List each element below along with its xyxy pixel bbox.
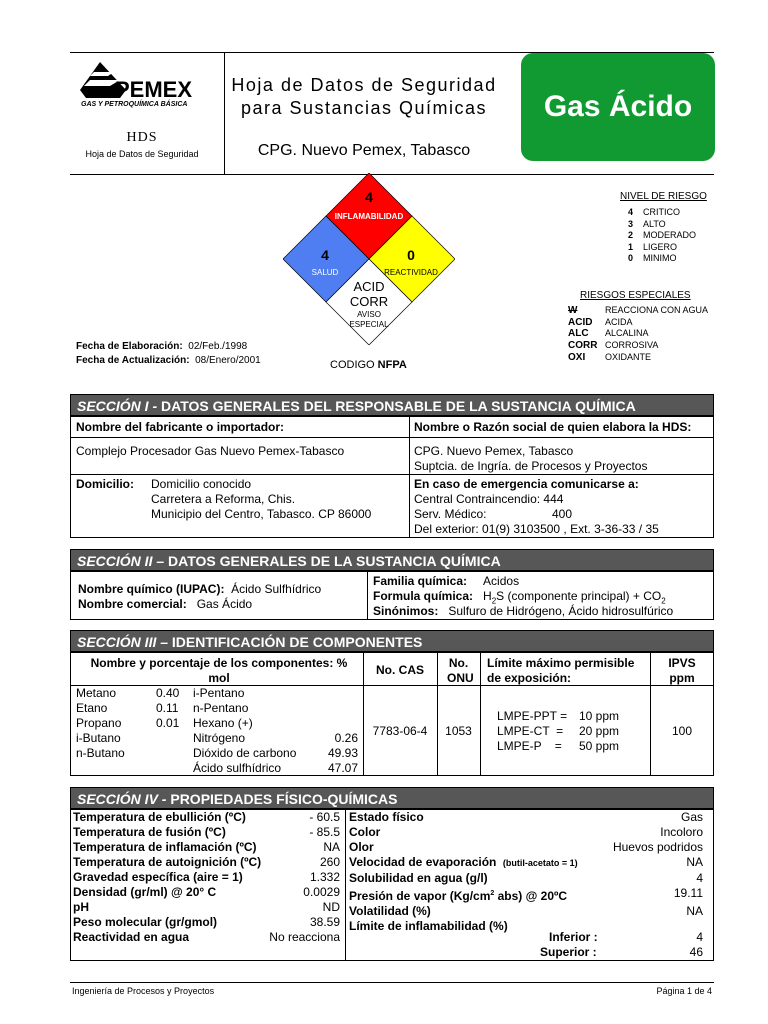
component-row <box>193 686 358 701</box>
special-risk-code: CORR <box>568 340 598 352</box>
property-row <box>349 886 703 904</box>
component-name: i-Butano <box>76 731 121 745</box>
chemical-family <box>373 574 519 589</box>
property-row <box>73 915 340 930</box>
component-percent: 49.93 <box>327 746 358 760</box>
emergency-line-2 <box>414 507 710 522</box>
component-row <box>76 701 186 716</box>
property-name: Peso molecular (gr/gmol) <box>73 915 218 929</box>
property-row <box>73 870 340 885</box>
component-name: Ácido sulfhídrico <box>193 761 282 775</box>
component-percent: 0.40 <box>156 686 180 700</box>
property-value: 4 <box>696 871 703 885</box>
risk-level-label: CRITICO <box>643 207 680 217</box>
exposure-limit-value: 10 ppm <box>579 709 620 723</box>
exposure-limit-key: LMPE-P = <box>497 739 562 753</box>
manufacturer-value: Complejo Procesador Gas Nuevo Pemex-Tabasco <box>76 444 345 458</box>
formula-label: Formula química: <box>373 589 474 603</box>
nfpa-code-bold: NFPA <box>377 359 407 371</box>
property-value: No reacciona <box>269 930 340 944</box>
component-row <box>193 761 358 776</box>
section-1-vdivider <box>409 416 410 538</box>
risk-level-number: 2 <box>628 230 634 240</box>
section-3-header <box>70 630 714 652</box>
property-value: 19.11 <box>673 886 703 900</box>
section-2-header <box>70 549 714 571</box>
family-value: Acidos <box>483 574 520 588</box>
special-risk-code: ACID <box>568 316 593 328</box>
nfpa-health-value: 4 <box>321 247 329 263</box>
section-3-col-divider-3 <box>480 652 481 776</box>
risk-level-number: 3 <box>628 218 634 229</box>
section-2-vdivider <box>367 571 368 620</box>
author-line-1: CPG. Nuevo Pemex, Tabasco <box>414 444 574 458</box>
property-name: Color <box>349 825 381 839</box>
commercial-name <box>78 597 252 612</box>
flammability-upper-label: Superior : <box>540 945 597 959</box>
risk-level-item <box>628 253 728 265</box>
risk-level-item <box>628 242 728 254</box>
emergency-line-2-label: Serv. Médico: <box>414 507 487 521</box>
cas-col-header: No. CAS <box>376 663 424 677</box>
property-row <box>73 840 340 855</box>
property-name: Estado físico <box>349 810 424 824</box>
flammability-upper-value: 46 <box>689 945 703 959</box>
components-list-right <box>193 686 358 776</box>
property-name: Presión de vapor ($Kg/cm^2$ abs) @ 20ºC <box>349 889 568 903</box>
manufacturer-label: Nombre del fabricante o importador: <box>76 420 285 434</box>
nfpa-health-label: SALUD <box>311 268 339 277</box>
component-name: Etano <box>76 701 108 715</box>
property-row <box>73 855 340 870</box>
flammability-limits <box>349 930 703 960</box>
component-name: Dióxido de carbono <box>193 746 297 760</box>
date-update-label: Fecha de Actualización: <box>76 355 190 366</box>
property-value: NA <box>686 904 703 918</box>
nfpa-special-value <box>344 279 394 309</box>
plant-location: CPG. Nuevo Pemex, Tabasco <box>257 142 471 159</box>
property-name: Reactividad en agua <box>73 930 190 944</box>
emergency-line-2-value: 400 <box>552 507 573 521</box>
nfpa-special-label: AVISO ESPECIAL <box>349 310 389 329</box>
emergency-line-3: Del exterior: 01(9) 3103500 , Ext. 3-36-33 / 35 <box>414 522 659 536</box>
special-risk-label: CORROSIVA <box>605 340 659 351</box>
component-name: i-Pentano <box>193 686 245 700</box>
commercial-value: Gas Ácido <box>196 597 253 611</box>
footer-rule <box>70 982 714 983</box>
address-line-1: Domicilio conocido <box>151 477 252 491</box>
property-value: Incoloro <box>660 825 703 839</box>
property-row <box>349 855 703 871</box>
emergency-block <box>414 477 710 537</box>
hds-label: HDS <box>126 130 158 145</box>
special-risk-label: OXIDANTE <box>605 351 652 362</box>
risk-level-number: 0 <box>628 253 634 263</box>
special-risks-title: RIESGOS ESPECIALES <box>580 290 691 301</box>
header-divider <box>224 52 225 174</box>
component-name: n-Butano <box>76 746 125 760</box>
author-value <box>414 444 647 474</box>
flammability-lower-value: 4 <box>696 930 703 944</box>
special-risk-code: W <box>568 305 578 316</box>
property-name: Solubilidad en agua (g/l) <box>349 871 488 885</box>
component-row <box>76 716 186 731</box>
components-list-left <box>76 686 186 761</box>
property-value: NA <box>686 855 703 869</box>
ipvs-col-header: IPVS ppm <box>668 656 696 685</box>
synonyms-label: Sinónimos: <box>373 604 439 618</box>
nfpa-diamond <box>283 173 455 345</box>
property-value: ND <box>322 900 340 914</box>
logo-wordmark: PEMEX <box>115 77 193 102</box>
property-row <box>73 810 340 825</box>
author-label: Nombre o Razón social de quien elabora la HDS: <box>414 420 692 434</box>
property-value: Gas <box>680 810 703 824</box>
onu-col-header: No. ONU <box>447 656 474 685</box>
risk-level-number: 4 <box>628 207 634 217</box>
emergency-line-1: Central Contraincendio: 444 <box>414 492 564 506</box>
risk-level-list <box>628 207 728 265</box>
exposure-limit-key: LMPE-PPT = <box>497 709 568 723</box>
property-name: Velocidad de evaporación (butil-acetato = 1) <box>349 855 578 869</box>
special-risk-item <box>568 305 718 317</box>
document-title <box>226 74 502 120</box>
component-row <box>76 731 186 746</box>
component-name: Hexano (+) <box>193 716 253 730</box>
date-elaboration-value: 02/Feb./1998 <box>188 341 248 352</box>
iupac-value: Ácido Sulfhídrico <box>231 582 322 596</box>
property-value: - 60.5 <box>309 810 340 824</box>
dates-block <box>76 340 261 368</box>
special-risk-item <box>568 328 718 340</box>
property-row <box>349 904 703 919</box>
property-name: Densidad (gr/ml) @ 20° C <box>73 885 217 899</box>
property-value: 0.0029 <box>303 885 340 899</box>
section-2-number: SECCIÓN II – <box>77 553 165 569</box>
flammability-lower <box>349 930 703 945</box>
section-4-vdivider <box>345 809 346 961</box>
date-elaboration <box>76 340 261 354</box>
section-4-number: SECCIÓN IV - <box>77 791 167 807</box>
exposure-limit-value: 50 ppm <box>579 739 620 753</box>
formula-value: $H_2S$ (componente principal) + $CO_2$ <box>483 589 666 606</box>
component-name: Metano <box>76 686 117 700</box>
property-name: Temperatura de autoignición (ºC) <box>73 855 262 869</box>
emergency-label: En caso de emergencia comunicarse a: <box>414 477 639 491</box>
section-1-number: SECCIÓN I - <box>77 398 158 414</box>
special-risk-label: REACCIONA CON AGUA <box>605 305 709 315</box>
components-col-header: Nombre y porcentaje de los componentes: % mol <box>90 656 348 685</box>
nfpa-flammability-label: INFLAMABILIDAD <box>334 212 404 221</box>
special-risks-list <box>568 305 718 364</box>
address-value <box>151 477 371 522</box>
synonyms-value: Sulfuro de Hidrógeno, Ácido hidrosulfúrico <box>448 604 674 618</box>
property-name: Temperatura de fusión (ºC) <box>73 825 226 839</box>
special-risk-label: ACIDA <box>605 316 633 327</box>
nfpa-reactivity-label: REACTIVIDAD <box>384 268 438 277</box>
property-value: 38.59 <box>309 915 340 929</box>
risk-level-item <box>628 207 728 219</box>
risk-level-label: MODERADO <box>643 230 697 240</box>
property-row <box>349 871 703 886</box>
property-value: - 85.5 <box>309 825 340 839</box>
special-risk-label: ALCALINA <box>605 328 649 339</box>
section-1-header <box>70 394 714 416</box>
address-line-2: Carretera a Reforma, Chis. <box>151 492 296 506</box>
flammability-upper <box>349 945 703 960</box>
flammability-lower-label: Inferior : <box>549 930 598 944</box>
ipvs-value: 100 <box>671 724 693 738</box>
section-1-hdivider-2 <box>70 474 714 475</box>
family-label: Familia química: <box>373 574 468 588</box>
iupac-label: Nombre químico (IUPAC): <box>78 582 225 596</box>
property-value: 1.332 <box>309 870 340 884</box>
synonyms <box>373 604 673 619</box>
special-risk-item <box>568 352 718 364</box>
risk-level-label: ALTO <box>643 218 666 229</box>
component-name: n-Pentano <box>193 701 249 715</box>
nfpa-reactivity-value: 0 <box>407 247 415 263</box>
property-name: Temperatura de ebullición (ºC) <box>73 810 246 824</box>
section-1-title: DATOS GENERALES DEL RESPONSABLE DE LA SUSTANCIA QUÍMICA <box>157 398 636 414</box>
special-risk-item <box>568 340 718 352</box>
section-1-hdivider-1 <box>70 437 714 438</box>
property-row <box>73 930 340 945</box>
section-2-title: DATOS GENERALES DE LA SUSTANCIA QUÍMICA <box>164 553 501 569</box>
section-4-header <box>70 787 714 809</box>
date-elaboration-label: Fecha de Elaboración: <box>76 341 183 352</box>
component-row <box>76 746 186 761</box>
special-risk-item <box>568 317 718 329</box>
nfpa-flammability-value: 4 <box>365 189 373 205</box>
section-3-title: IDENTIFICACIÓN DE COMPONENTES <box>168 634 423 650</box>
component-row <box>193 746 358 761</box>
special-risk-code: ALC <box>568 328 589 340</box>
component-name: Nitrógeno <box>193 731 246 745</box>
property-row <box>73 885 340 900</box>
footer-page-number: Página 1 de 4 <box>656 986 712 996</box>
component-row <box>193 716 358 731</box>
property-value: Huevos podridos <box>612 840 703 854</box>
footer-left: Ingeniería de Procesos y Proyectos <box>72 986 215 996</box>
nfpa-special-line1: ACID <box>353 279 385 294</box>
properties-left <box>73 810 340 945</box>
property-note: (butil-acetato = 1) <box>500 858 578 868</box>
property-name: pH <box>73 900 89 914</box>
risk-level-item <box>628 230 728 242</box>
date-update-value: 08/Enero/2001 <box>195 355 261 366</box>
property-name: Olor <box>349 840 374 854</box>
section-4-title: PROPIEDADES FÍSICO-QUÍMICAS <box>166 791 398 807</box>
property-name: Volatilidad (%) <box>349 904 431 918</box>
exposure-limit-key: LMPE-CT = <box>497 724 564 738</box>
commercial-label: Nombre comercial: <box>78 597 187 611</box>
pemex-logo <box>80 62 206 112</box>
exposure-limits <box>497 709 647 754</box>
risk-level-label: MINIMO <box>643 253 677 263</box>
risk-level-item <box>628 219 728 231</box>
property-name: Límite de inflamabilidad (%) <box>349 919 508 933</box>
property-value: NA <box>323 840 340 854</box>
properties-right <box>349 810 703 934</box>
limit-col-header: Límite máximo permisible de exposición: <box>487 656 635 685</box>
exposure-limit-row <box>497 709 647 724</box>
special-risk-code: OXI <box>568 351 586 363</box>
property-name: Temperatura de inflamación (ºC) <box>73 840 257 854</box>
hds-full-label: Hoja de Datos de Seguridad <box>85 149 199 159</box>
property-row <box>73 825 340 840</box>
author-line-2: Suptcia. de Ingría. de Procesos y Proyectos <box>414 459 648 473</box>
component-percent: 0.11 <box>156 701 179 715</box>
component-percent: 0.26 <box>334 731 358 745</box>
section-3-number: SECCIÓN III – <box>77 634 169 650</box>
address-line-3: Municipio del Centro, Tabasco. CP 86000 <box>151 507 372 521</box>
nfpa-code-label <box>330 359 407 371</box>
document-title-line2: para Sustancias Químicas <box>240 98 488 118</box>
property-row <box>73 900 340 915</box>
iupac-name <box>78 582 321 597</box>
component-name: Propano <box>76 716 122 730</box>
date-update <box>76 354 261 368</box>
risk-level-label: LIGERO <box>643 241 678 252</box>
exposure-limit-row <box>497 724 647 739</box>
component-percent: 0.01 <box>156 716 180 730</box>
document-title-line1: Hoja de Datos de Seguridad <box>231 75 497 95</box>
property-row <box>349 810 703 825</box>
component-row <box>193 731 358 746</box>
property-row <box>349 825 703 840</box>
component-row <box>193 701 358 716</box>
onu-number: 1053 <box>445 724 472 738</box>
exposure-limit-row <box>497 739 647 754</box>
address-label: Domicilio: <box>76 477 135 491</box>
risk-level-title: NIVEL DE RIESGO <box>620 191 707 202</box>
exposure-limit-value: 20 ppm <box>579 724 620 738</box>
property-name: Gravedad específica (aire = 1) <box>73 870 243 884</box>
component-percent: 47.07 <box>327 761 358 775</box>
logo-subtitle: GAS Y PETROQUÍMICA BÁSICA <box>81 101 188 108</box>
nfpa-code-text: CODIGO <box>330 359 378 371</box>
component-row <box>76 686 186 701</box>
nfpa-special-line2: CORR <box>349 294 389 309</box>
product-name-banner: Gas Ácido <box>521 53 715 161</box>
property-row <box>349 840 703 855</box>
property-value: 260 <box>319 855 340 869</box>
risk-level-number: 1 <box>628 241 634 252</box>
cas-number: 7783-06-4 <box>372 724 428 738</box>
